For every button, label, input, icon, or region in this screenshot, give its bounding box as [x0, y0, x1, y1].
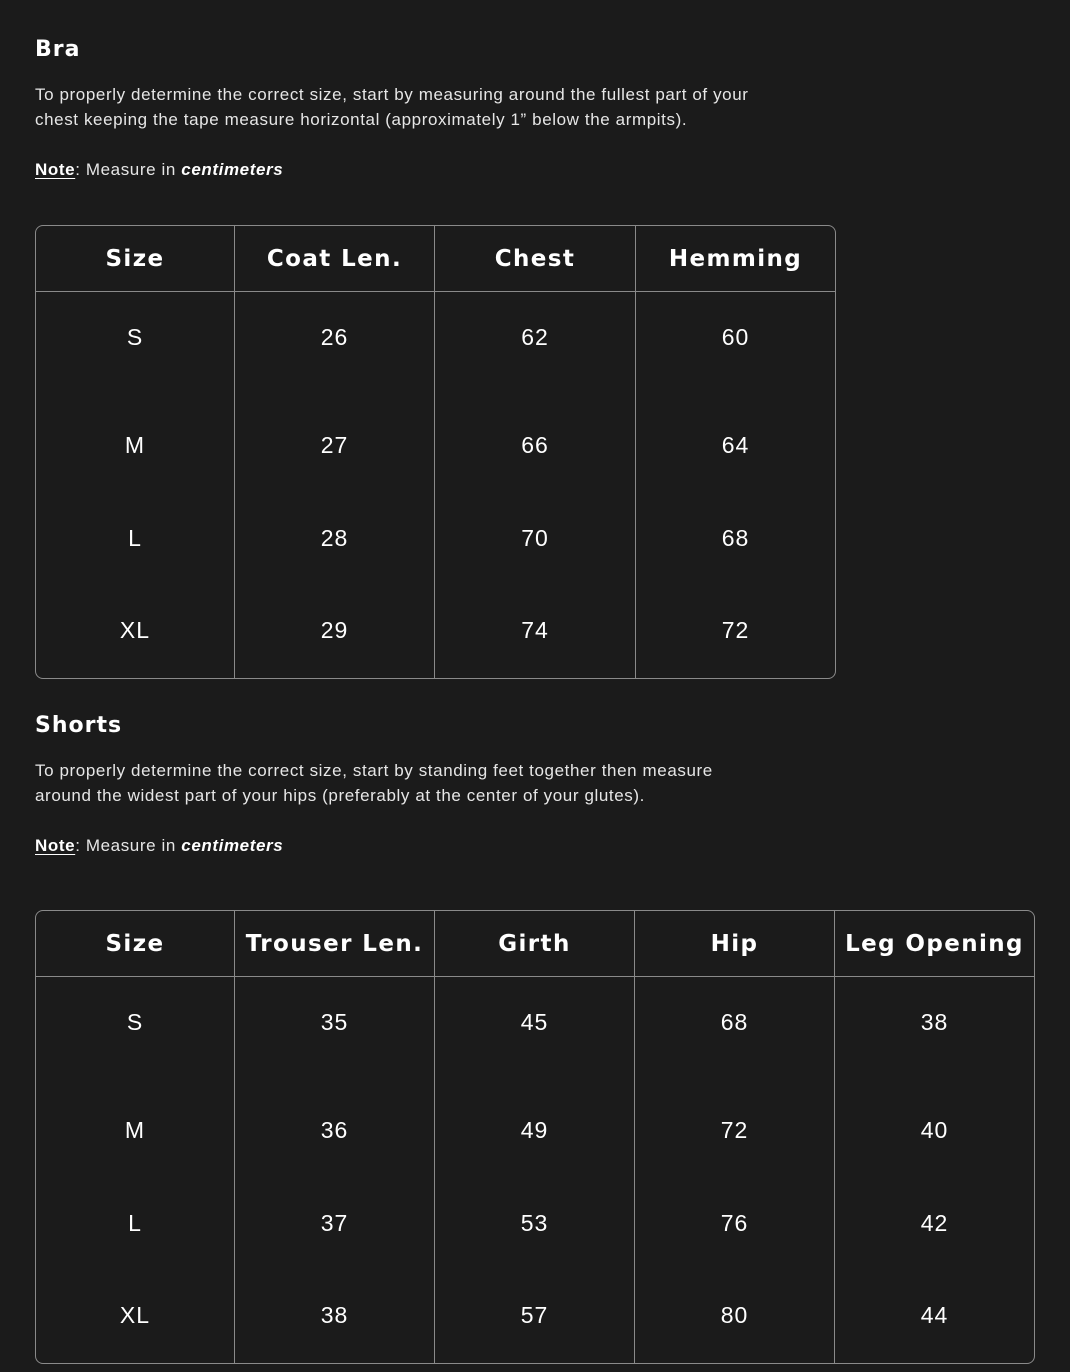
- shorts-note-label: Note: [35, 836, 76, 855]
- table-cell: 74: [435, 586, 636, 679]
- table-cell: 44: [920, 1302, 949, 1329]
- table-row: [36, 1178, 1034, 1271]
- table-cell: 70: [435, 493, 636, 586]
- bra-description: [35, 82, 749, 132]
- table-header-row: [36, 911, 1034, 977]
- table-cell: 42: [920, 1209, 949, 1236]
- shorts-description: [35, 758, 713, 808]
- table-row: [36, 1271, 1034, 1364]
- shorts-section: [35, 712, 122, 740]
- table-cell: 80: [635, 1271, 835, 1364]
- table-cell: 29: [235, 586, 435, 679]
- table-row: [36, 977, 1034, 1086]
- table-cell: L: [36, 493, 235, 586]
- shorts-note-line: [35, 833, 283, 858]
- table-cell: 62: [435, 292, 636, 401]
- table-header-row: [36, 226, 835, 292]
- table-cell: 53: [435, 1178, 635, 1271]
- table-cell: 68: [635, 977, 835, 1086]
- table-row: [36, 1086, 1034, 1179]
- header-chest: Chest: [435, 226, 636, 292]
- table-cell: 72: [721, 617, 750, 644]
- shorts-description-line2: around the widest part of your hips (preferably at the center of your glutes).: [35, 786, 645, 805]
- header-leg-opening: Leg Opening: [835, 911, 1034, 977]
- table-cell: 26: [235, 292, 435, 401]
- table-cell: S: [36, 292, 235, 401]
- table-cell: S: [36, 977, 235, 1086]
- table-cell: 49: [435, 1086, 635, 1179]
- table-cell: 40: [920, 1117, 949, 1144]
- table-cell: 60: [721, 323, 750, 350]
- table-cell: 36: [235, 1086, 435, 1179]
- header-hip: Hip: [635, 911, 835, 977]
- bra-note-line: [35, 157, 283, 182]
- header-size: Size: [36, 226, 235, 292]
- shorts-size-table: [35, 910, 1035, 1364]
- table-cell: XL: [36, 586, 235, 679]
- shorts-description-line1: To properly determine the correct size, start by standing feet together then measure: [35, 761, 713, 780]
- table-cell: 76: [635, 1178, 835, 1271]
- header-girth: Girth: [435, 911, 635, 977]
- header-coat-len: Coat Len.: [235, 226, 435, 292]
- header-hemming: Hemming: [636, 226, 835, 292]
- table-cell: 45: [435, 977, 635, 1086]
- bra-note-unit: centimeters: [181, 160, 284, 179]
- table-cell: 57: [435, 1271, 635, 1364]
- table-row: [36, 401, 835, 494]
- header-trouser-len: Trouser Len.: [235, 911, 435, 977]
- table-cell: XL: [36, 1271, 235, 1364]
- shorts-note-text: : Measure in: [75, 836, 182, 855]
- table-row: [36, 493, 835, 586]
- shorts-section-title: Shorts: [35, 713, 123, 738]
- table-row: [36, 292, 835, 401]
- shorts-note-unit: centimeters: [181, 836, 284, 855]
- bra-section: [35, 36, 80, 64]
- bra-size-table: [35, 225, 836, 679]
- bra-description-line2: chest keeping the tape measure horizontal (approximately 1” below the armpits).: [35, 110, 688, 129]
- table-cell: 72: [635, 1086, 835, 1179]
- table-cell: 64: [721, 432, 750, 459]
- table-cell: 68: [721, 524, 750, 551]
- table-cell: M: [36, 1086, 235, 1179]
- table-cell: 66: [435, 401, 636, 494]
- bra-note-label: Note: [35, 160, 76, 179]
- table-cell: 27: [235, 401, 435, 494]
- bra-section-title: Bra: [35, 37, 81, 62]
- shorts-note: [35, 833, 283, 858]
- table-cell: 37: [235, 1178, 435, 1271]
- table-cell: L: [36, 1178, 235, 1271]
- table-row: [36, 586, 835, 679]
- table-cell: M: [36, 401, 235, 494]
- bra-description-line1: To properly determine the correct size, start by measuring around the fullest part of your: [35, 85, 749, 104]
- header-size: Size: [36, 911, 235, 977]
- bra-note-text: : Measure in: [75, 160, 182, 179]
- table-cell: 35: [235, 977, 435, 1086]
- bra-note: [35, 157, 283, 182]
- table-cell: 28: [235, 493, 435, 586]
- table-cell: 38: [235, 1271, 435, 1364]
- table-cell: 38: [920, 1008, 949, 1035]
